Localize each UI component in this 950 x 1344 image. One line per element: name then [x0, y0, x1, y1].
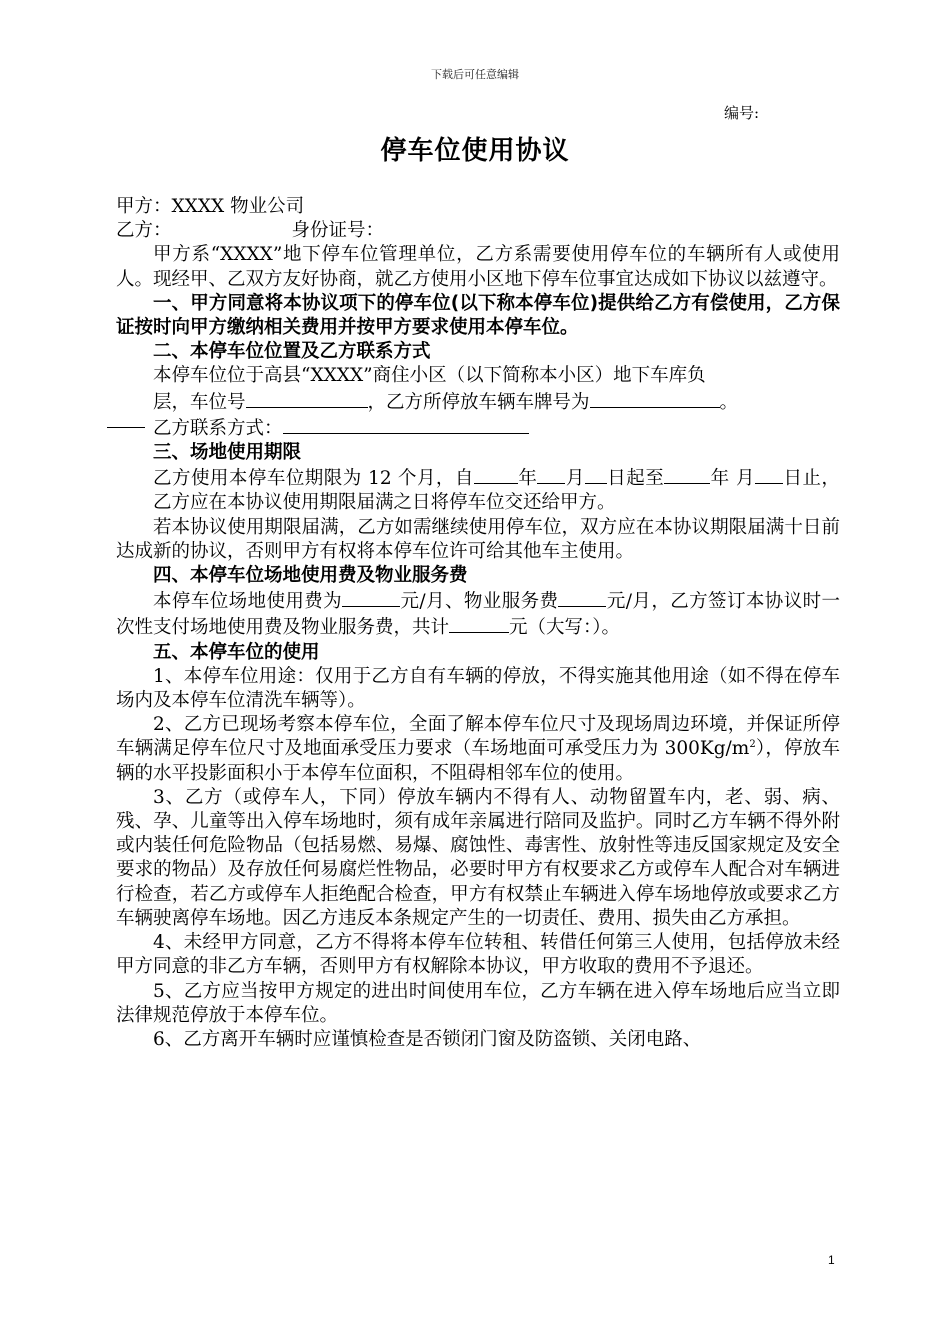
- item-3: 3、乙方（或停车人，下同）停放车辆内不得有人、动物留置车内，老、弱、病、残、孕、儿童等出入停车场地时，须有成年亲属进行陪同及监护。同时乙方车辆不得外附或内装任何危险物品（包括易燃、易爆、腐蚀性、毒害性、放射性等违反国家规定及安全要求的物品）及存放任何易腐烂性物品，必要时甲方有权要求乙方或停车人配合对车辆进行检查，若乙方或停车人拒绝配合检查，甲方有权禁止车辆进入停车场地停放或要求乙方车辆驶离停车场地。因乙方违反本条规定产生的一切责任、费用、损失由乙方承担。: [116, 786, 840, 929]
- item-4: 4、未经甲方同意，乙方不得将本停车位转租、转借任何第三人使用，包括停放未经甲方同意的非乙方车辆，否则甲方有权解除本协议，甲方收取的费用不予退还。: [116, 932, 840, 978]
- party-b-line: [116, 219, 840, 243]
- document-title: 停车位使用协议: [380, 136, 570, 166]
- uppercase-close: ）。: [592, 617, 621, 639]
- end-year-blank: [664, 465, 710, 484]
- start-year-blank: [474, 465, 518, 484]
- section-3-title: 三、场地使用期限: [153, 442, 302, 464]
- id-number-label: 身份证号：: [291, 220, 385, 242]
- margin-line: [107, 427, 145, 428]
- section-4-title: 四、本停车位场地使用费及物业服务费: [153, 565, 468, 587]
- item-6: 6、乙方离开车辆时应谨慎检查是否锁闭门窗及防盗锁、关闭电路、: [153, 1028, 702, 1050]
- page-number: 1: [828, 1253, 835, 1267]
- section-2-title: 二、本停车位位置及乙方联系方式: [153, 341, 431, 363]
- service-fee-blank: [558, 588, 606, 607]
- section-3-paragraph-1: [116, 465, 840, 515]
- space-number-blank: [246, 389, 368, 408]
- month-label-2: 月: [736, 468, 755, 490]
- start-month-blank: [537, 465, 565, 484]
- section-2-period: 。: [719, 391, 739, 413]
- uppercase-label: 元（大写：: [509, 617, 593, 639]
- item-2-text: 2、乙方已现场考察本停车位，全面了解本停车位尺寸及现场周边环境，并保证所停车辆满足停车位尺寸及地面承受压力要求（车场地面可承受压力为 300Kg/m: [116, 714, 840, 760]
- document-number-label: 编号:: [724, 104, 760, 122]
- contact-blank: [283, 415, 529, 434]
- section-2-plate-label: ，乙方所停放车辆车牌号为: [367, 391, 590, 413]
- section-3-paragraph-2: 若本协议使用期限届满，乙方如需继续使用停车位，双方应在本协议期限届满十日前达成新的协议，否则甲方有权将本停车位许可给其他车主使用。: [116, 516, 840, 562]
- total-label: 元/月，乙方签订本协议时一次性支付场地使用费及物业服务费，共计: [116, 591, 841, 639]
- section-2-space-label: 层，车位号: [153, 391, 246, 413]
- item-1: 1、本停车位用途：仅用于乙方自有车辆的停放，不得实施其他用途（如不得在停车场内及本停车位清洗车辆等）。: [116, 665, 840, 712]
- party-a-line: 甲方：XXXX 物业公司: [116, 196, 305, 217]
- plate-number-blank: [590, 389, 720, 408]
- day-from-label: 日起至: [606, 468, 665, 490]
- section-5-title: 五、本停车位的使用: [153, 641, 320, 663]
- fee-blank: [342, 588, 400, 607]
- section-2-contact: [116, 415, 840, 441]
- item-2-text-end: ），停放车辆的水平投影面积小于本停车位面积，不阻碍相邻车位的使用。: [116, 738, 840, 784]
- party-b-label: 乙方：: [116, 220, 172, 242]
- total-blank: [449, 614, 509, 633]
- section-4-paragraph: [116, 588, 840, 640]
- term-text: 乙方使用本停车位期限为 12 个月，自: [153, 468, 474, 490]
- fee-label: 本停车位场地使用费为: [153, 591, 343, 613]
- year-label: 年: [517, 468, 538, 490]
- intro-paragraph: 甲方系“XXXX”地下停车位管理单位，乙方系需要使用停车位的车辆所有人或使用人。现经甲、乙双方友好协商，就乙方使用小区地下停车位事宜达成如下协议以兹遵守。: [116, 244, 840, 290]
- end-day-blank: [755, 465, 783, 484]
- section-2-line-1: 本停车位位于高县“XXXX”商住小区（以下简称本小区）地下车库负: [153, 365, 706, 387]
- service-fee-label: 元/月、物业服务费: [400, 591, 559, 613]
- start-day-blank: [585, 465, 607, 484]
- item-5: 5、乙方应当按甲方规定的进出时间使用车位，乙方车辆在进入停车场地后应当立即法律规范停放于本停车位。: [116, 980, 840, 1026]
- clause-1: 一、甲方同意将本协议项下的停车位(以下称本停车位)提供给乙方有偿使用，乙方保证按时向甲方缴纳相关费用并按甲方要求使用本停车位。: [116, 292, 840, 339]
- contact-label: 乙方联系方式：: [153, 417, 283, 439]
- document-body: [116, 195, 840, 1052]
- item-2: [116, 713, 840, 786]
- section-2-line-2: [116, 389, 840, 415]
- header-note: 下载后可任意编辑: [431, 68, 519, 81]
- year-label-2: 年: [710, 468, 730, 490]
- month-label: 月: [565, 468, 585, 490]
- term-end-text: 日止，乙方应在本协议使用期限届满之日将停车位交还给甲方。: [153, 468, 840, 514]
- item-2-superscript: 2: [749, 739, 756, 751]
